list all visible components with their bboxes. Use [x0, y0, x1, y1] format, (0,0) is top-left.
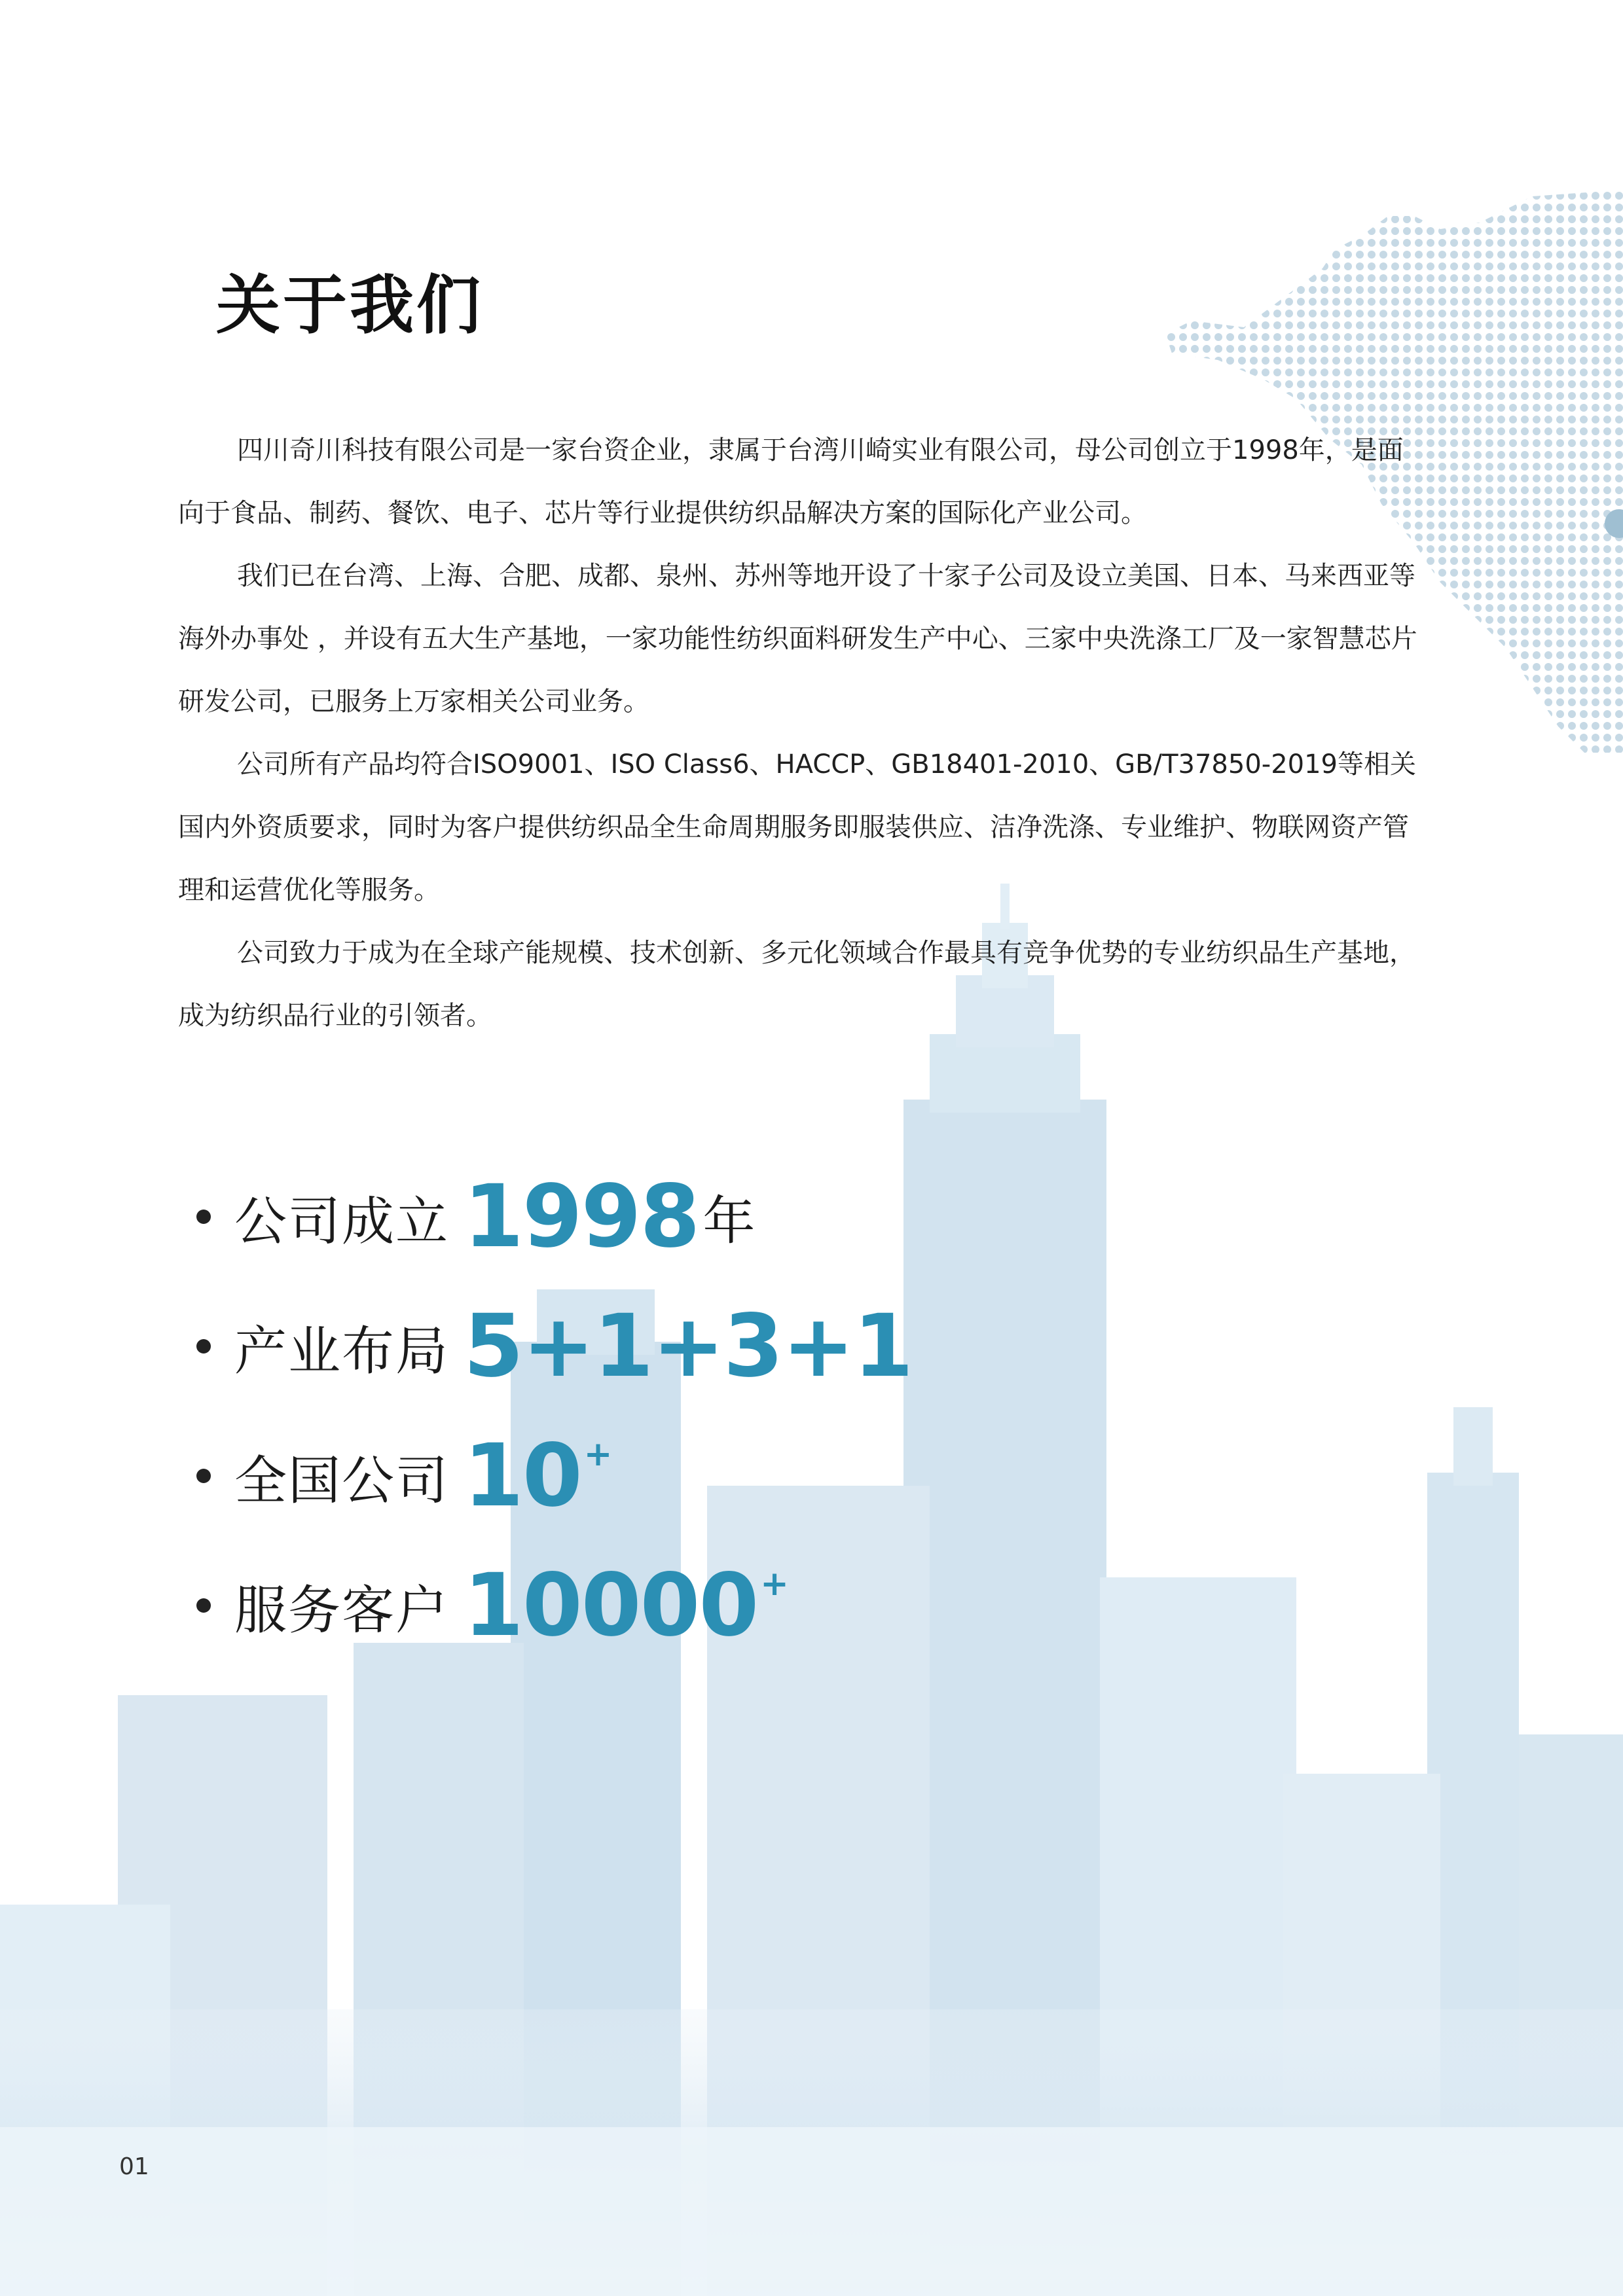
- intro-paragraph: 公司所有产品均符合ISO9001、ISO Class6、HACCP、GB18401-2010、GB/T37850-2019等相关国内外资质要求，同时为客户提供纺织品全生命周期服务即服装供应、洁净洗涤、专业维护、物联网资产管理和运营优化等服务。: [178, 749, 1416, 905]
- bullet-icon: [196, 1339, 211, 1354]
- stat-value: 5+1+3+1: [464, 1296, 913, 1397]
- stat-suffix: +: [760, 1564, 789, 1604]
- stat-label: 公司成立: [234, 1191, 449, 1252]
- intro-text: [178, 419, 1422, 1047]
- stat-companies: [196, 1411, 912, 1541]
- intro-paragraph: 四川奇川科技有限公司是一家台资企业，隶属于台湾川崎实业有限公司，母公司创立于1998年，是面向于食品、制药、餐饮、电子、芯片等行业提供纺织品解决方案的国际化产业公司。: [178, 435, 1404, 528]
- stat-suffix: +: [583, 1435, 613, 1474]
- stat-label: 服务客户: [234, 1579, 449, 1641]
- stat-unit: 年: [702, 1191, 756, 1251]
- bullet-icon: [196, 1469, 211, 1483]
- stat-value: 1998: [464, 1166, 699, 1267]
- stat-founded: [196, 1152, 912, 1282]
- stat-label: 产业布局: [234, 1320, 449, 1382]
- stat-layout: [196, 1282, 912, 1411]
- stat-value: 10000: [464, 1555, 758, 1656]
- bullet-icon: [196, 1598, 211, 1613]
- stat-customers: [196, 1541, 912, 1670]
- bullet-icon: [196, 1210, 211, 1224]
- stat-label: 全国公司: [234, 1450, 449, 1511]
- intro-paragraph: 我们已在台湾、上海、合肥、成都、泉州、苏州等地开设了十家子公司及设立美国、日本、马来西亚等海外办事处 ，并设有五大生产基地，一家功能性纺织面料研发生产中心、三家中央洗涤工厂及一家智慧芯片研发公司，已服务上万家相关公司业务。: [178, 561, 1417, 717]
- page-title: 关于我们: [216, 268, 484, 343]
- page-number: 01: [119, 2153, 149, 2180]
- intro-paragraph: 公司致力于成为在全球产能规模、技术创新、多元化领域合作最具有竞争优势的专业纺织品生产基地，成为纺织品行业的引领者。: [178, 938, 1415, 1031]
- stats-list: [196, 1152, 912, 1670]
- stat-value: 10: [464, 1426, 581, 1526]
